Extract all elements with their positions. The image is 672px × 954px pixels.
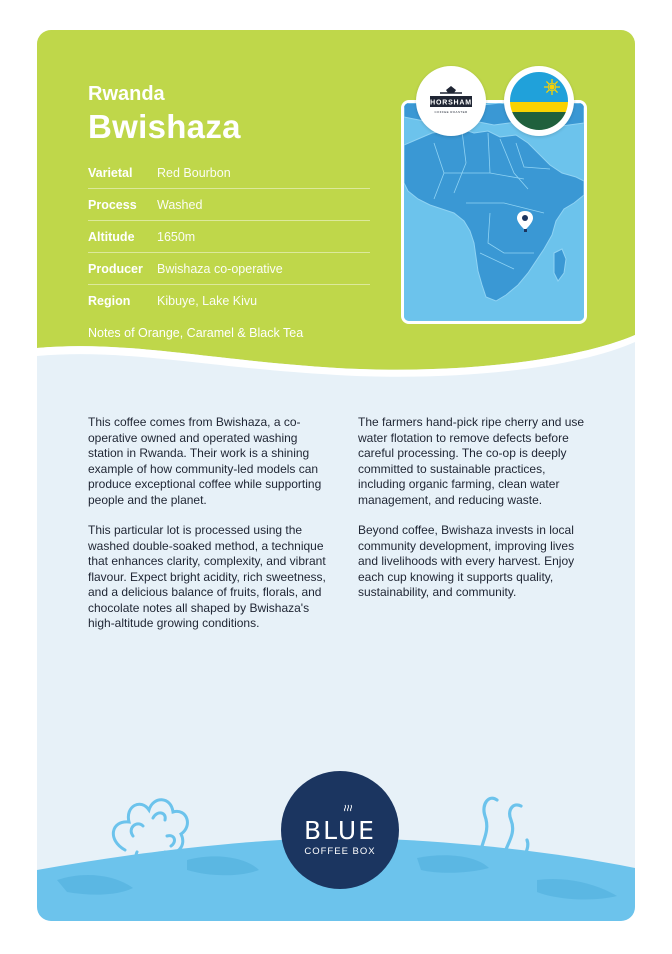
spec-value: Kibuye, Lake Kivu (157, 293, 258, 308)
description-paragraph: This coffee comes from Bwishaza, a co-operative owned and operated washing station in Rwanda. Their work is a shining example of how community-led models can produce exceptional coffee while supporting people and the planet. (88, 415, 322, 507)
origin-country: Rwanda (88, 83, 165, 105)
spec-row-varietal (88, 157, 370, 189)
coffee-name: Bwishaza (88, 108, 241, 145)
spec-label: Process (88, 197, 137, 212)
brand-word: BLUE (304, 815, 376, 845)
horsham-logo-icon (416, 66, 486, 136)
spec-value: Washed (157, 197, 203, 212)
spec-label: Producer (88, 261, 143, 276)
roaster-logo-text: HORSHAM (430, 99, 472, 107)
rwanda-flag-badge (504, 66, 574, 136)
spec-label: Altitude (88, 229, 135, 244)
spec-value: Red Bourbon (157, 165, 231, 180)
roaster-logo-subtext: COFFEE ROASTER (434, 110, 468, 114)
spec-row-producer (88, 253, 370, 285)
spec-value: 1650m (157, 229, 196, 244)
spec-label: Varietal (88, 165, 133, 180)
brand-subtitle: COFFEE BOX (304, 845, 376, 857)
spec-row-process (88, 189, 370, 221)
spec-row-altitude (88, 221, 370, 253)
roaster-logo (416, 66, 486, 136)
coffee-card (37, 30, 635, 921)
spec-table (88, 157, 370, 316)
spec-label: Region (88, 293, 131, 308)
description-right-column (358, 415, 596, 616)
description-paragraph: This particular lot is processed using the washed double-soaked method, a technique that enhances clarity, complexity, and vibrant flavour. Expect bright acidity, rich sweetness, and a delicious balance of fruits, florals, and chocolate notes all shaped by Bwishaza's high-altitude growing conditions. (88, 523, 326, 630)
description-paragraph: The farmers hand-pick ripe cherry and use water flotation to remove defects before careful processing. The co-op is deeply committed to sustainable practices, including organic farming, clean water management, and reducing waste. (358, 415, 585, 507)
spec-value: Bwishaza co-operative (157, 261, 283, 276)
blue-coffee-box-logo (281, 771, 399, 889)
tasting-notes: Notes of Orange, Caramel & Black Tea (88, 326, 304, 340)
spec-row-region (88, 285, 370, 316)
description-left-column (88, 415, 326, 647)
description-paragraph: Beyond coffee, Bwishaza invests in local community development, improving lives and livelihoods with every harvest. Enjoy each cup knowing it supports quality, sustainability, and community. (358, 523, 575, 599)
steam-icon (320, 804, 360, 812)
rwanda-flag-icon (504, 66, 574, 136)
